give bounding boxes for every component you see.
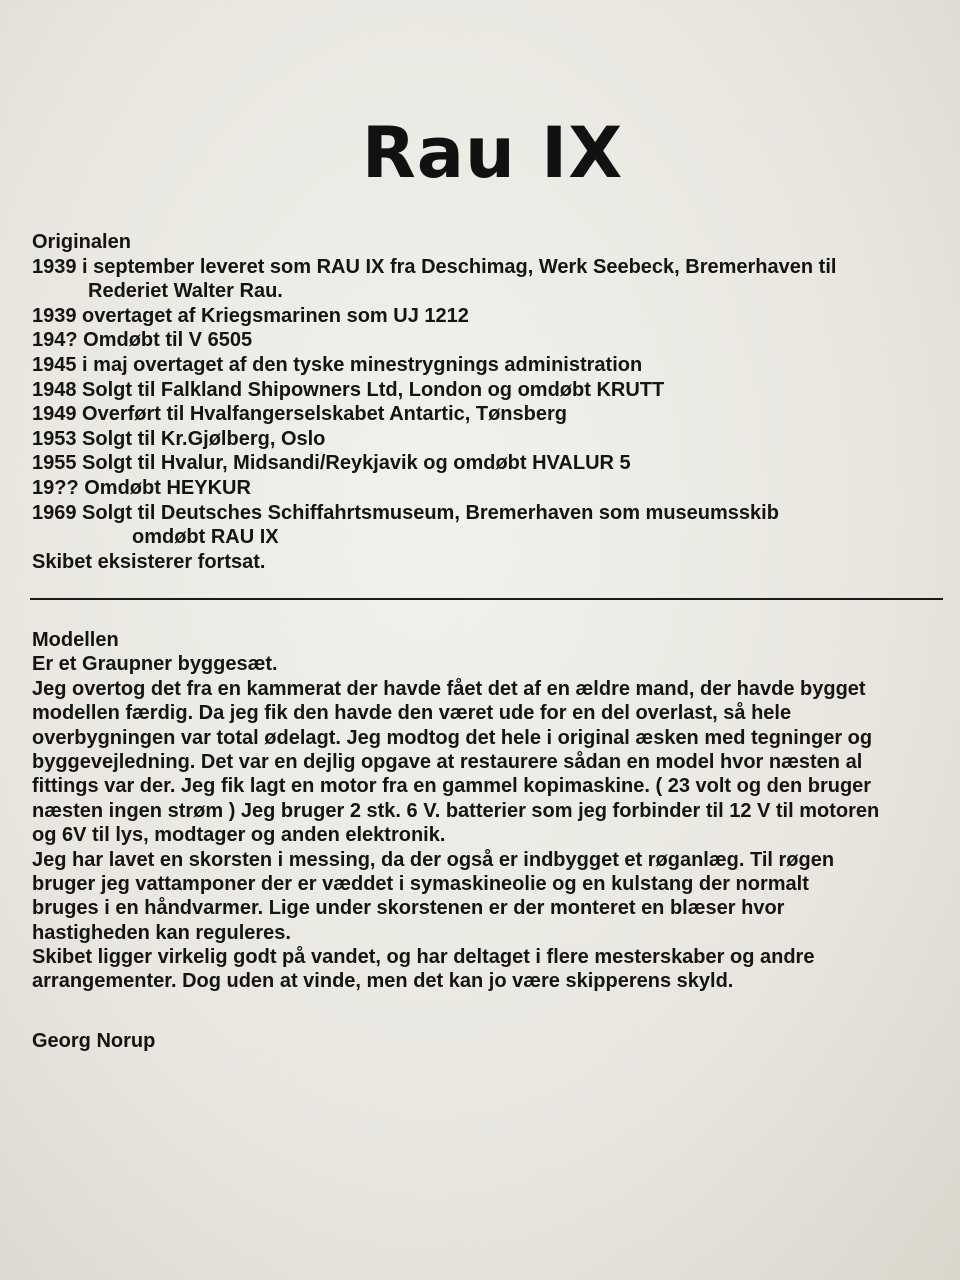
model-section [32,628,942,1018]
history-line: Rederiet Walter Rau. [88,280,283,303]
model-text-line: Jeg har lavet en skorsten i messing, da der også er indbygget et røganlæg. Til røgen [32,848,835,871]
model-text-line: Er et Graupner byggesæt. [32,653,278,676]
history-line: 1953 Solgt til Kr.Gjølberg, Oslo [32,427,326,450]
history-line: 19?? Omdøbt HEYKUR [32,476,251,499]
model-text-line [32,994,942,1018]
model-text-line: overbygningen var total ødelagt. Jeg modtog det hele i original æsken med tegninger og [32,726,873,749]
model-text-line: byggevejledning. Det var en dejlig opgave at restaurere sådan en model hvor næsten al [32,750,863,773]
model-text-line: arrangementer. Dog uden at vinde, men det kan jo være skipperens skyld. [32,970,734,993]
history-line: 1955 Solgt til Hvalur, Midsandi/Reykjavik og omdøbt HVALUR 5 [32,452,631,475]
model-text-line: modellen færdig. Da jeg fik den havde den været ude for en del overlast, så hele [32,702,792,725]
history-line: 1939 overtaget af Kriegsmarinen som UJ 1212 [32,304,469,327]
model-text-line: Skibet ligger virkelig godt på vandet, og har deltaget i flere mesterskaber og andre [32,946,815,969]
original-section [32,230,942,574]
model-heading: Modellen [32,629,119,651]
history-line: omdøbt RAU IX [132,526,279,549]
history-line: 1945 i maj overtaget af den tyske minestrygnings administration [32,353,643,376]
model-text-line: bruger jeg vattamponer der er væddet i symaskineolie og en kulstang der normalt [32,872,809,895]
history-line: 194? Omdøbt til V 6505 [32,329,253,352]
section-divider [30,598,943,600]
model-text-line: og 6V til lys, modtager og anden elektronik. [32,824,446,847]
model-text-line: fittings var der. Jeg fik lagt en motor fra en gammel kopimaskine. ( 23 volt og den bruger [32,775,872,798]
model-text-line: næsten ingen strøm ) Jeg bruger 2 stk. 6 V. batterier som jeg forbinder til 12 V til motoren [32,799,880,822]
history-line: 1949 Overført til Hvalfangerselskabet Antartic, Tønsberg [32,403,567,426]
history-line: 1948 Solgt til Falkland Shipowners Ltd, London og omdøbt KRUTT [32,378,665,401]
history-line: 1939 i september leveret som RAU IX fra Deschimag, Werk Seebeck, Bremerhaven til [32,255,837,278]
history-line: 1969 Solgt til Deutsches Schiffahrtsmuseum, Bremerhaven som museumsskib [32,501,779,524]
original-heading: Originalen [32,231,131,253]
author-signature: Georg Norup [32,1030,156,1052]
history-line: Skibet eksisterer fortsat. [32,550,266,573]
model-text-line: bruges i en håndvarmer. Lige under skorstenen er der monteret en blæser hvor [32,897,785,920]
page-title: Rau IX [361,112,624,194]
model-text-line: hastigheden kan reguleres. [32,921,291,944]
model-text-line: Jeg overtog det fra en kammerat der havde fået det af en ældre mand, der havde bygget [32,677,866,700]
